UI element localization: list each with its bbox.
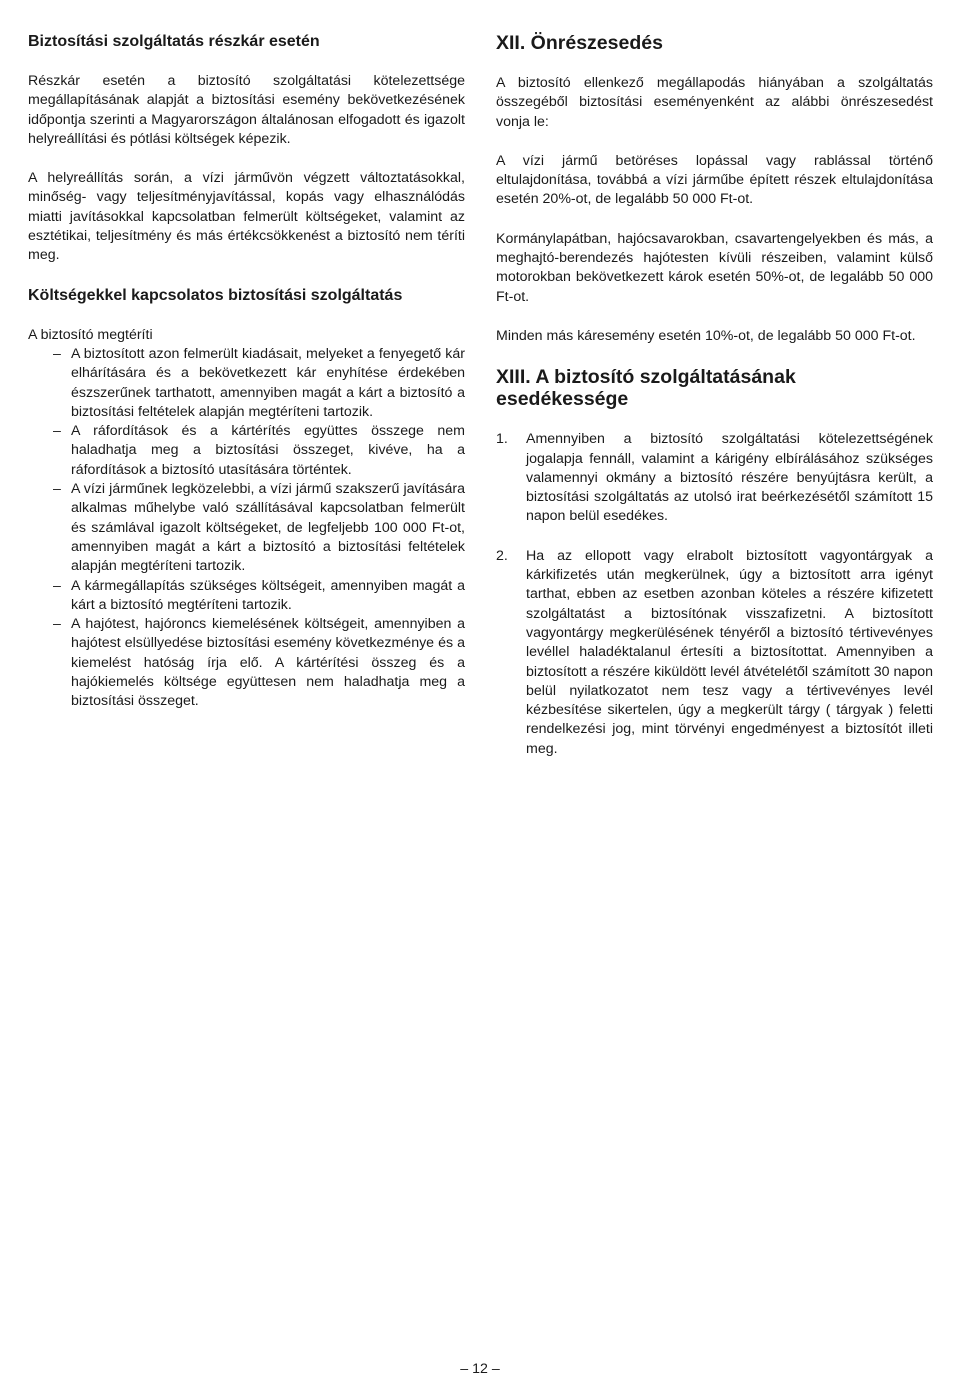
- list-item: [496, 547, 933, 759]
- due-date-list: [496, 430, 933, 759]
- heading-partial-damage: Biztosítási szolgáltatás részkár esetén: [28, 33, 320, 50]
- paragraph-restoration-exclusions: A helyreállítás során, a vízi járművön végzett változtatásokkal, minőség- vagy teljesítményjavítással, kopás vagy elhasználódás miatti javításokkal kapcsolatban felmerült költségeket, valamint az esztétikai, teljesítmény és más értékcsökkenést a biztosító nem téríti meg.: [28, 170, 465, 264]
- list-item: – A kármegállapítás szükséges költségeit, amennyiben magát a kárt a biztosító megtéríteni tartozik.: [28, 577, 465, 616]
- paragraph-reimbursement-intro: A biztosító megtéríti: [28, 326, 153, 343]
- list-item-number: 2.: [496, 547, 508, 564]
- paragraph-partial-damage-basis: Részkár esetén a biztosító szolgáltatási kötelezettsége megállapításának alapját a biztosítási esemény bekövetkezésének időpontja szerinti a Magyarországon általánosan elfogadott és igazolt helyreállítási és pótlási költségek képezik.: [28, 73, 465, 147]
- list-item: – A vízi járműnek legközelebbi, a vízi jármű szakszerű javítására alkalmas műhelybe való szállításával kapcsolatban felmerült és számlával igazolt költségeket, de legfeljebb 100 000 Ft-ot, amennyiben magát a kárt a biztosító a biztosítási feltételek alapján megtéríteni tartozik.: [28, 480, 465, 576]
- left-column: [28, 32, 465, 712]
- heading-cost-services: Költségekkel kapcsolatos biztosítási szolgáltatás: [28, 286, 403, 304]
- paragraph-deductible-propulsion: Kormánylapátban, hajócsavarokban, csavartengelyekben és más, a meghajtó-berendezés hajótesten kívüli részeiben, valamint külső motorokban bekövetkezett károk esetén 50%-ot, de legalább 50 000 Ft-ot.: [496, 230, 933, 305]
- list-item-text: Ha az ellopott vagy elrabolt biztosított vagyontárgyak a kárkifizetés után megkerülnek, úgy a biztosított arra igényt tarthat, ebben az esetben azonban köteles a részére kifizetett szolgáltatást a biztosítónak visszafizetni. A biztosított vagyontárgy megkerülésének tényéről a biztosító tértivevényes levéllel haladéktalanul értesíti a biztosítottat. Amennyiben a biztosított a részére kiküldött levél átvételétől számított 30 napon belül nyilatkozatot nem tesz vagy a tértivevényes levél kézbesítése sikertelen, úgy a megkerült tárgy ( tárgyak ) feletti rendelkezési jog, mint törvényi engedményest a biztosítót illeti meg.: [526, 547, 933, 757]
- list-item: – A ráfordítások és a kártérítés együttes összege nem haladhatja meg a biztosítási összeget, kivéve, ha a ráfordítások a biztosító utasítására történtek.: [28, 422, 465, 480]
- section-title-due-date: XIII. A biztosító szolgáltatásának esedékessége: [496, 366, 796, 411]
- reimbursement-list: [28, 345, 465, 712]
- section-title-deductible: XII. Önrészesedés: [496, 32, 663, 54]
- list-item: – A hajótest, hajóroncs kiemelésének költségeit, amennyiben a hajótest elsüllyedése biztosítási esemény következménye és a kiemelést hatóság írja elő. A kártérítési összeg és a hajókiemelés költsége együttesen nem haladhatja meg a biztosítási összeget.: [28, 615, 465, 711]
- list-item: – A biztosított azon felmerült kiadásait, melyeket a fenyegető kár elhárítására és a bekövetkezett kár enyhítése érdekében észszerűnek tarthatott, amennyiben magát a kárt a biztosító a biztosítási feltételek alapján megtéríteni tartozik.: [28, 345, 465, 422]
- paragraph-deductible-intro: A biztosító ellenkező megállapodás hiányában a szolgáltatás összegéből biztosítási eseményenként az alábbi önrészesedést vonja le:: [496, 75, 933, 130]
- list-item: [496, 430, 933, 526]
- page-number: – 12 –: [460, 1361, 500, 1377]
- paragraph-deductible-other: Minden más káresemény esetén 10%-ot, de legalább 50 000 Ft-ot.: [496, 327, 916, 344]
- right-column: [496, 32, 933, 779]
- paragraph-deductible-theft: A vízi jármű betöréses lopással vagy rablással történő eltulajdonítása, továbbá a vízi járműbe épített részek eltulajdonítása esetén 20%-ot, de legalább 50 000 Ft-ot.: [496, 152, 933, 208]
- list-item-number: 1.: [496, 431, 508, 448]
- list-item-text: Amennyiben a biztosító szolgáltatási kötelezettségének jogalapja fennáll, valamint a kárigény elbírálásához szükséges valamennyi okmány a biztosító részére benyújtásra került, a biztosítási szolgáltatás az utolsó irat beérkezésétől számított 15 napon belül esedékes.: [526, 431, 933, 525]
